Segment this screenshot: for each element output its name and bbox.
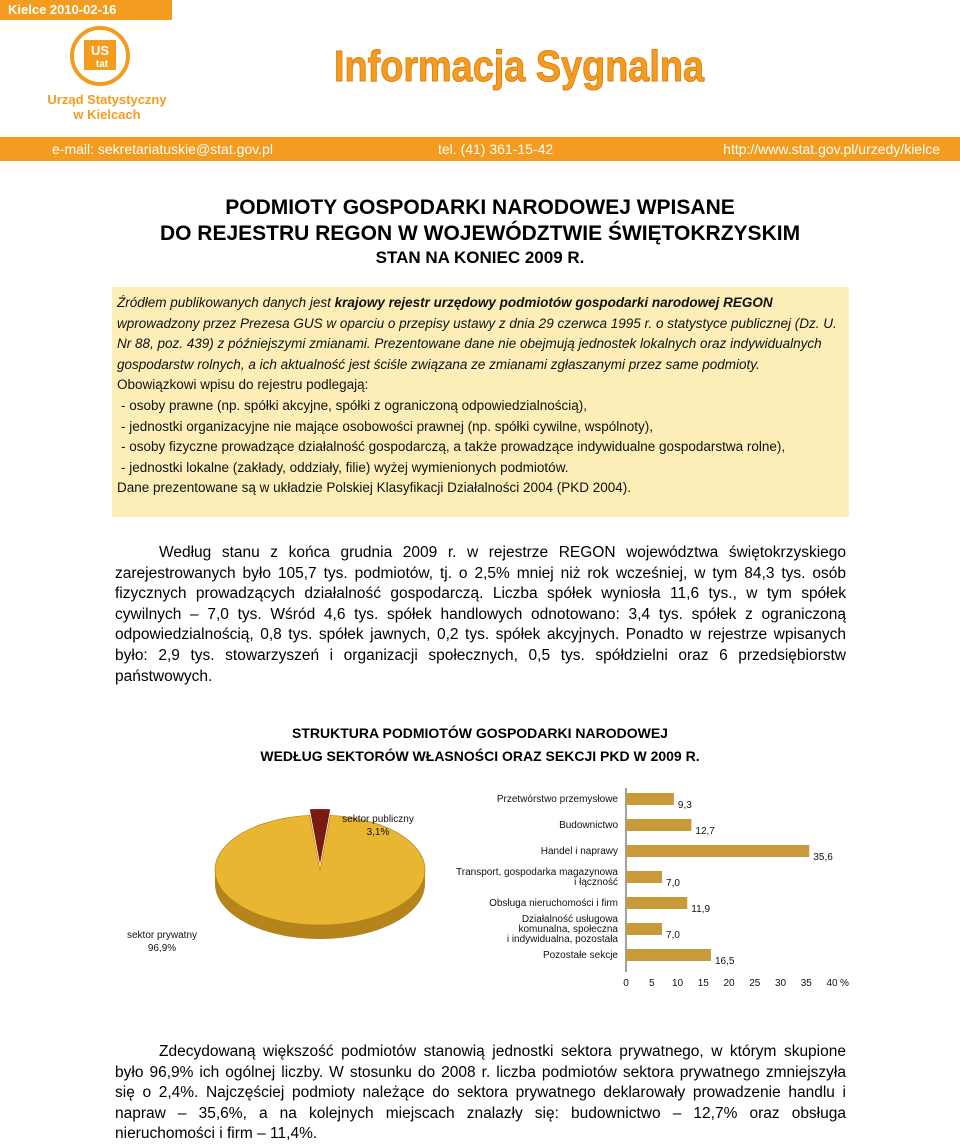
x-tick-label: 20 (723, 978, 735, 989)
bar-category-label: Pozostałe sekcje (542, 950, 618, 961)
x-tick-label: 10 (671, 978, 684, 989)
us-stat-logo (70, 24, 130, 88)
bar (626, 793, 674, 805)
bar-value-label: 9,3 (677, 800, 692, 811)
methodology-box (112, 287, 849, 517)
source-register-name: krajowy rejestr urzędowy podmiotów gospodarki narodowej REGON (334, 295, 773, 310)
pkd-sections-bar-chart (440, 780, 860, 1005)
bar-category-label: Handel i naprawy (540, 846, 618, 857)
x-tick-label: 15 (697, 978, 709, 989)
office-line-1: Urząd Statystyczny (47, 92, 167, 107)
figure-title-line-1: STRUKTURA PODMIOTÓW GOSPODARKI NARODOWEJ (292, 725, 668, 741)
header-date: Kielce 2010-02-16 (0, 0, 172, 20)
bar-value-label: 7,0 (666, 930, 680, 941)
informacja-sygnalna-banner (330, 34, 708, 96)
bar-category-label: Budownictwo (559, 820, 618, 831)
x-tick-label: 35 (800, 978, 812, 989)
bar-category-label: Przetwórstwo przemysłowe (496, 794, 618, 805)
bar-category-label: i indywidualna, pozostała (506, 934, 618, 945)
source-text-a: Źródłem publikowanych danych jest (117, 295, 335, 310)
summary-text: Według stanu z końca grudnia 2009 r. w rejestrze REGON województwa świętokrzyskiego zarejestrowanych było 105,7 tys. podmiotów, tj. o 2,5% mniej niż rok wcześniej, w tym 84,3 tys. osób fizycznych prowadzących działalność gospodarczą. Liczba spółek wyniosła 11,6 tys., w tym spółek cywilnych – 7,0 tys. Wśród 4,6 tys. spółek handlowych odnotowano: 3,4 tys. spółek z ograniczoną odpowiedzialnością, 0,8 tys. spółek jawnych, 0,2 tys. spółek akcyjnych. Ponadto w rejestrze wpisanych było: 2,9 tys. stowarzyszeń i organizacji społecznych, 0,5 tys. spółdzielni oraz 6 przedsiębiorstw państwowych. (115, 544, 846, 685)
x-tick-label: 40 (826, 978, 838, 989)
conclusion-paragraph (115, 1042, 846, 1145)
x-tick-label: 30 (774, 978, 787, 989)
email-link[interactable]: e-mail: sekretariatuskie@stat.gov.pl (52, 141, 273, 157)
bar (626, 897, 687, 909)
office-line-2: w Kielcach (73, 107, 141, 122)
bar-category-label: Obsługa nieruchomości i firm (489, 898, 618, 909)
bar-category-label: Transport, gospodarka magazynowa (456, 867, 618, 878)
document-title (0, 195, 960, 269)
obligation-item: - jednostki lokalne (zakłady, oddziały, filie) wyżej wymienionych podmiotów. (121, 459, 569, 475)
source-paragraph (117, 293, 844, 375)
svg-text:tat: tat (95, 59, 109, 70)
bar-category-label: i łączność (574, 877, 618, 888)
x-tick-label: 25 (749, 978, 761, 989)
summary-paragraph (115, 543, 846, 687)
figure-title (0, 722, 960, 768)
bar-value-label: 35,6 (813, 852, 833, 863)
bar-value-label: 11,9 (691, 904, 711, 915)
x-unit-label: % (840, 978, 849, 989)
office-name (36, 92, 178, 122)
x-tick-label: 5 (648, 978, 655, 989)
conclusion-text: Zdecydowaną większość podmiotów stanowią jednostki sektora prywatnego, w którym skupione było 96,9% ich ogólnej liczby. W stosunku do 2008 r. liczba podmiotów sektora prywatnego zmniejszyła się o 2,4%. Najczęściej podmioty należące do sektora prywatnego deklarowały prowadzenie handlu i napraw – 35,6%, a na kolejnych miejscach znalazły się: budownictwo – 12,7% oraz obsługa nieruchomości i firm – 11,4%. (115, 1043, 846, 1143)
ownership-pie-chart (110, 790, 440, 980)
title-line-2: DO REJESTRU REGON W WOJEWÓDZTWIE ŚWIĘTOKRZYSKIM (159, 222, 801, 245)
x-tick-label: 0 (623, 978, 629, 989)
bar-value-label: 12,7 (695, 826, 715, 837)
title-line-1: PODMIOTY GOSPODARKI NARODOWEJ WPISANE (225, 196, 735, 219)
bar (626, 923, 662, 935)
source-text-c: wprowadzony przez Prezesa GUS w oparciu o przepisy ustawy z dnia 29 czerwca 1995 r. o statystyce publicznej (Dz. U. Nr 88, poz. 439) z późniejszymi zmianami. Prezentowane dane nie obejmują jednostek lokalnych oraz indywidualnych gospodarstw rolnych, a ich aktualność jest ściśle związana ze zmianami zgłaszanymi przez same podmioty. (117, 315, 837, 372)
phone-number: tel. (41) 361-15-42 (438, 141, 554, 157)
website-link[interactable]: http://www.stat.gov.pl/urzedy/kielce (723, 141, 940, 157)
bar-value-label: 7,0 (666, 878, 680, 889)
pie-value-private: 96,9% (147, 943, 177, 954)
obligation-item: - jednostki organizacyjne nie mające osobowości prawnej (np. spółki cywilne, wspólnoty), (121, 418, 654, 434)
obligation-item: - osoby fizyczne prowadzące działalność gospodarczą, a także prowadzące indywidualne gospodarstwa rolne), (121, 439, 786, 455)
svg-text:Informacja Sygnalna: Informacja Sygnalna (334, 42, 705, 91)
classification-note: Dane prezentowane są w układzie Polskiej Klasyfikacji Działalności 2004 (PKD 2004). (117, 480, 632, 496)
contact-bar (0, 137, 960, 161)
svg-text:US: US (90, 43, 110, 58)
title-line-3: STAN NA KONIEC 2009 R. (375, 248, 585, 267)
bar-category-label: Działalność usługowa (521, 914, 618, 925)
obligation-item: - osoby prawne (np. spółki akcyjne, spółki z ograniczoną odpowiedzialnością), (121, 397, 587, 413)
bar (626, 949, 711, 961)
bar (626, 845, 809, 857)
obligation-heading: Obowiązkowi wpisu do rejestru podlegają: (117, 377, 369, 393)
bar (626, 819, 691, 831)
pie-value-public: 3,1% (366, 827, 390, 838)
bar-value-label: 16,5 (714, 956, 735, 967)
bar-category-label: komunalna, społeczna (518, 924, 618, 935)
pie-label-private: sektor prywatny (126, 930, 198, 941)
page-header (0, 0, 960, 137)
figure-title-line-2: WEDŁUG SEKTORÓW WŁASNOŚCI ORAZ SEKCJI PKD W 2009 R. (260, 748, 700, 764)
pie-label-public: sektor publiczny (342, 814, 414, 825)
bar (626, 871, 662, 883)
